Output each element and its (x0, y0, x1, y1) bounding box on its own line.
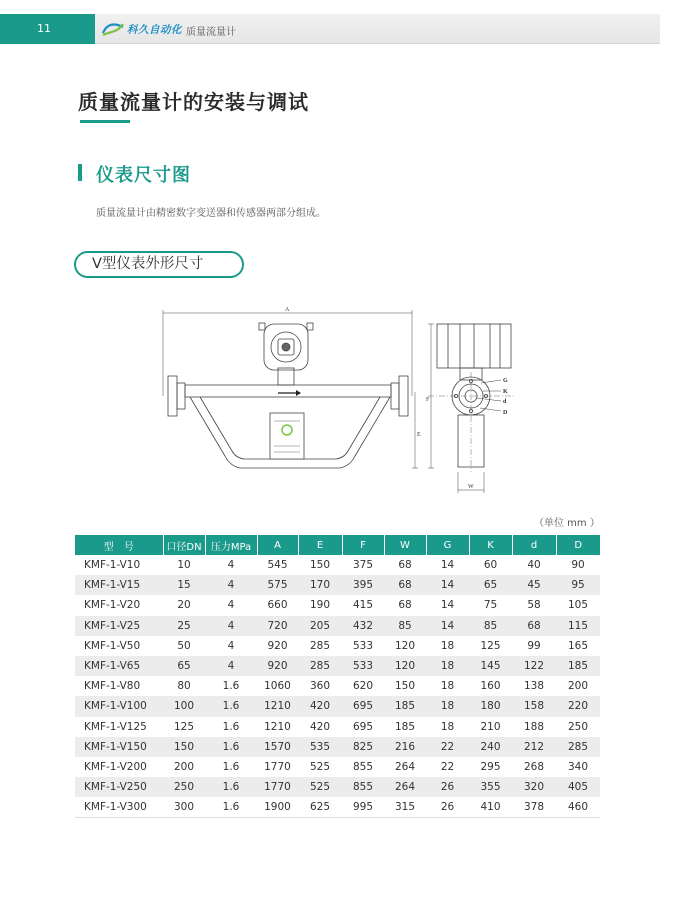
table-cell: 360 (309, 680, 331, 693)
model-cell: KMF-1-V10 (84, 559, 141, 572)
table-cell: 145 (469, 656, 512, 676)
subsection-title: 仪表尺寸图 (96, 165, 191, 186)
table-cell: 285 (556, 737, 600, 757)
unit-label: （单位 mm ） (534, 518, 600, 529)
table-cell: 410 (469, 797, 512, 817)
table-cell: 185 (556, 656, 600, 676)
dim-label-e: E (417, 432, 421, 438)
model-cell: KMF-1-V125 (84, 720, 147, 733)
table-cell: 315 (384, 797, 426, 817)
table-cell: 14 (426, 575, 469, 595)
model-cell: KMF-1-V25 (75, 616, 163, 636)
table-cell: 18 (426, 696, 469, 716)
table-cell: 250 (567, 720, 589, 733)
table-cell: 460 (556, 797, 600, 817)
table-cell: 100 (163, 696, 205, 716)
table-cell: 14 (440, 559, 455, 572)
table-cell: 625 (298, 797, 342, 817)
column-header: E (298, 535, 342, 555)
table-row (75, 737, 600, 757)
table-cell: 405 (556, 777, 600, 797)
table-cell: 45 (512, 575, 556, 595)
table-cell: 150 (163, 737, 205, 757)
table-row (75, 595, 600, 615)
callout-d-small: d (503, 399, 507, 405)
table-cell: 920 (267, 639, 288, 652)
table-cell: 10 (177, 559, 191, 572)
table-cell: 1.6 (222, 680, 240, 693)
table-cell: 18 (440, 680, 455, 693)
table-cell: 300 (163, 797, 205, 817)
column-header: F (342, 535, 384, 555)
header-strip (95, 14, 660, 44)
table-cell: 26 (426, 777, 469, 797)
table-cell: 68 (512, 616, 556, 636)
table-cell: 210 (480, 720, 501, 733)
type-label: V型仪表外形尺寸 (74, 251, 244, 278)
table-cell: 995 (342, 797, 384, 817)
table-cell: 295 (480, 760, 501, 773)
table-cell: 185 (384, 696, 426, 716)
table-cell: 138 (523, 680, 545, 693)
table-row (75, 575, 600, 595)
table-cell: 533 (352, 639, 374, 652)
table-cell: 216 (384, 737, 426, 757)
table-cell: 268 (523, 760, 545, 773)
table-cell: 150 (309, 559, 331, 572)
dim-label-w: W (468, 484, 474, 490)
table-cell: 1.6 (205, 777, 257, 797)
table-cell: 4 (227, 639, 235, 652)
table-cell: 25 (163, 616, 205, 636)
table-cell: 85 (384, 616, 426, 636)
table-cell: 855 (352, 760, 374, 773)
table-cell: 264 (384, 777, 426, 797)
table-row (75, 656, 600, 676)
table-cell: 75 (483, 599, 498, 612)
model-cell: KMF-1-V300 (75, 797, 163, 817)
table-cell: 420 (309, 720, 331, 733)
table-cell: 22 (440, 760, 455, 773)
model-cell: KMF-1-V80 (84, 680, 141, 693)
table-cell: 250 (163, 777, 205, 797)
page-header (0, 0, 674, 44)
table-cell: 415 (352, 599, 374, 612)
brand-logo-icon (101, 21, 125, 37)
table-cell: 150 (394, 680, 416, 693)
table-cell: 158 (512, 696, 556, 716)
table-cell: 20 (177, 599, 191, 612)
table-cell: 170 (298, 575, 342, 595)
table-cell: 525 (298, 777, 342, 797)
table-cell: 1.6 (205, 797, 257, 817)
table-cell: 18 (440, 720, 455, 733)
table-cell: 60 (483, 559, 498, 572)
table-row (75, 797, 600, 817)
table-cell: 695 (342, 696, 384, 716)
table-cell: 68 (384, 575, 426, 595)
model-cell: KMF-1-V50 (84, 639, 141, 652)
table-cell: 40 (527, 559, 541, 572)
table-cell: 80 (177, 680, 191, 693)
table-cell: 4 (227, 559, 235, 572)
table-cell: 920 (257, 656, 298, 676)
column-header: A (257, 535, 298, 555)
table-cell: 264 (394, 760, 416, 773)
column-header: 压力MPa (205, 535, 257, 555)
table-cell: 14 (426, 616, 469, 636)
intro-text: 质量流量计由精密数字变送器和传感器两部分组成。 (96, 208, 326, 219)
page-title: 质量流量计的安装与调试 (78, 90, 309, 114)
subsection-marker (78, 164, 82, 181)
column-header: 口径DN (163, 535, 205, 555)
table-cell: 180 (469, 696, 512, 716)
table-cell: 285 (309, 639, 331, 652)
table-cell: 95 (556, 575, 600, 595)
table-cell: 545 (267, 559, 288, 572)
table-row (75, 636, 600, 656)
table-cell: 85 (469, 616, 512, 636)
brand-name: 科久自动化 (127, 24, 182, 36)
dim-label-a: A (285, 307, 290, 313)
callout-d: D (503, 410, 508, 416)
table-cell: 188 (523, 720, 545, 733)
table-cell: 432 (342, 616, 384, 636)
table-cell: 160 (480, 680, 501, 693)
table-cell: 22 (426, 737, 469, 757)
column-header: K (469, 535, 512, 555)
table-row (75, 757, 600, 777)
table-cell: 185 (394, 720, 416, 733)
table-cell: 1770 (264, 760, 291, 773)
table-cell: 190 (309, 599, 331, 612)
table-cell: 14 (440, 599, 455, 612)
table-cell: 378 (512, 797, 556, 817)
table-cell: 375 (352, 559, 374, 572)
table-cell: 4 (205, 575, 257, 595)
table-row (75, 555, 600, 575)
title-underline (80, 120, 130, 123)
table-cell: 395 (342, 575, 384, 595)
table-cell: 533 (342, 656, 384, 676)
table-cell: 212 (512, 737, 556, 757)
table-cell: 125 (480, 639, 501, 652)
table-cell: 205 (298, 616, 342, 636)
model-cell: KMF-1-V200 (84, 760, 147, 773)
model-cell: KMF-1-V65 (75, 656, 163, 676)
table-cell: 1060 (264, 680, 291, 693)
table-cell: 1.6 (222, 760, 240, 773)
callout-g: G (503, 378, 508, 384)
callout-k: K (503, 389, 508, 395)
table-cell: 68 (398, 599, 412, 612)
page-number: 11 (0, 14, 95, 44)
table-row (75, 676, 600, 696)
dimension-table (75, 535, 600, 818)
table-cell: 525 (309, 760, 331, 773)
table-cell: 58 (527, 599, 541, 612)
table-cell: 99 (527, 639, 541, 652)
model-cell: KMF-1-V15 (75, 575, 163, 595)
table-cell: 220 (556, 696, 600, 716)
table-cell: 125 (173, 720, 195, 733)
header-title: 质量流量计 (186, 27, 236, 38)
table-cell: 825 (342, 737, 384, 757)
table-cell: 105 (567, 599, 589, 612)
table-cell: 15 (163, 575, 205, 595)
dimension-drawing (150, 296, 520, 496)
table-cell: 535 (298, 737, 342, 757)
table-cell: 720 (257, 616, 298, 636)
table-cell: 90 (571, 559, 585, 572)
table-cell: 50 (177, 639, 191, 652)
table-cell: 1570 (257, 737, 298, 757)
table-cell: 575 (257, 575, 298, 595)
table-cell: 68 (398, 559, 412, 572)
table-cell: 115 (556, 616, 600, 636)
model-cell: KMF-1-V20 (84, 599, 141, 612)
model-cell: KMF-1-V150 (75, 737, 163, 757)
table-cell: 26 (426, 797, 469, 817)
table-cell: 1210 (257, 696, 298, 716)
table-cell: 120 (394, 639, 416, 652)
table-cell: 695 (352, 720, 374, 733)
table-cell: 620 (352, 680, 374, 693)
table-cell: 4 (205, 616, 257, 636)
table-cell: 1770 (257, 777, 298, 797)
table-cell: 122 (512, 656, 556, 676)
table-row (75, 696, 600, 716)
table-cell: 240 (469, 737, 512, 757)
column-header: d (512, 535, 556, 555)
table-cell: 1900 (257, 797, 298, 817)
column-header: W (384, 535, 426, 555)
table-cell: 200 (567, 680, 589, 693)
table-cell: 18 (426, 656, 469, 676)
table-header-row (75, 535, 600, 555)
table-cell: 120 (384, 656, 426, 676)
table-cell: 320 (512, 777, 556, 797)
table-cell: 340 (567, 760, 589, 773)
table-cell: 1.6 (205, 696, 257, 716)
column-header: 型 号 (75, 535, 163, 555)
table-row (75, 616, 600, 636)
table-cell: 200 (173, 760, 195, 773)
table-cell: 660 (267, 599, 288, 612)
table-cell: 65 (469, 575, 512, 595)
table-cell: 4 (205, 656, 257, 676)
model-cell: KMF-1-V100 (75, 696, 163, 716)
table-cell: 4 (227, 599, 235, 612)
table-cell: 855 (342, 777, 384, 797)
table-cell: 1210 (264, 720, 291, 733)
table-cell: 165 (567, 639, 589, 652)
table-cell: 1.6 (205, 737, 257, 757)
table-cell: 355 (469, 777, 512, 797)
table-cell: 18 (440, 639, 455, 652)
table-cell: 1.6 (222, 720, 240, 733)
table-cell: 420 (298, 696, 342, 716)
table-cell: 65 (163, 656, 205, 676)
model-cell: KMF-1-V250 (75, 777, 163, 797)
column-header: D (556, 535, 600, 555)
column-header: G (426, 535, 469, 555)
table-row (75, 717, 600, 737)
table-cell: 285 (298, 656, 342, 676)
dim-label-f: F (426, 397, 430, 403)
table-row (75, 777, 600, 797)
